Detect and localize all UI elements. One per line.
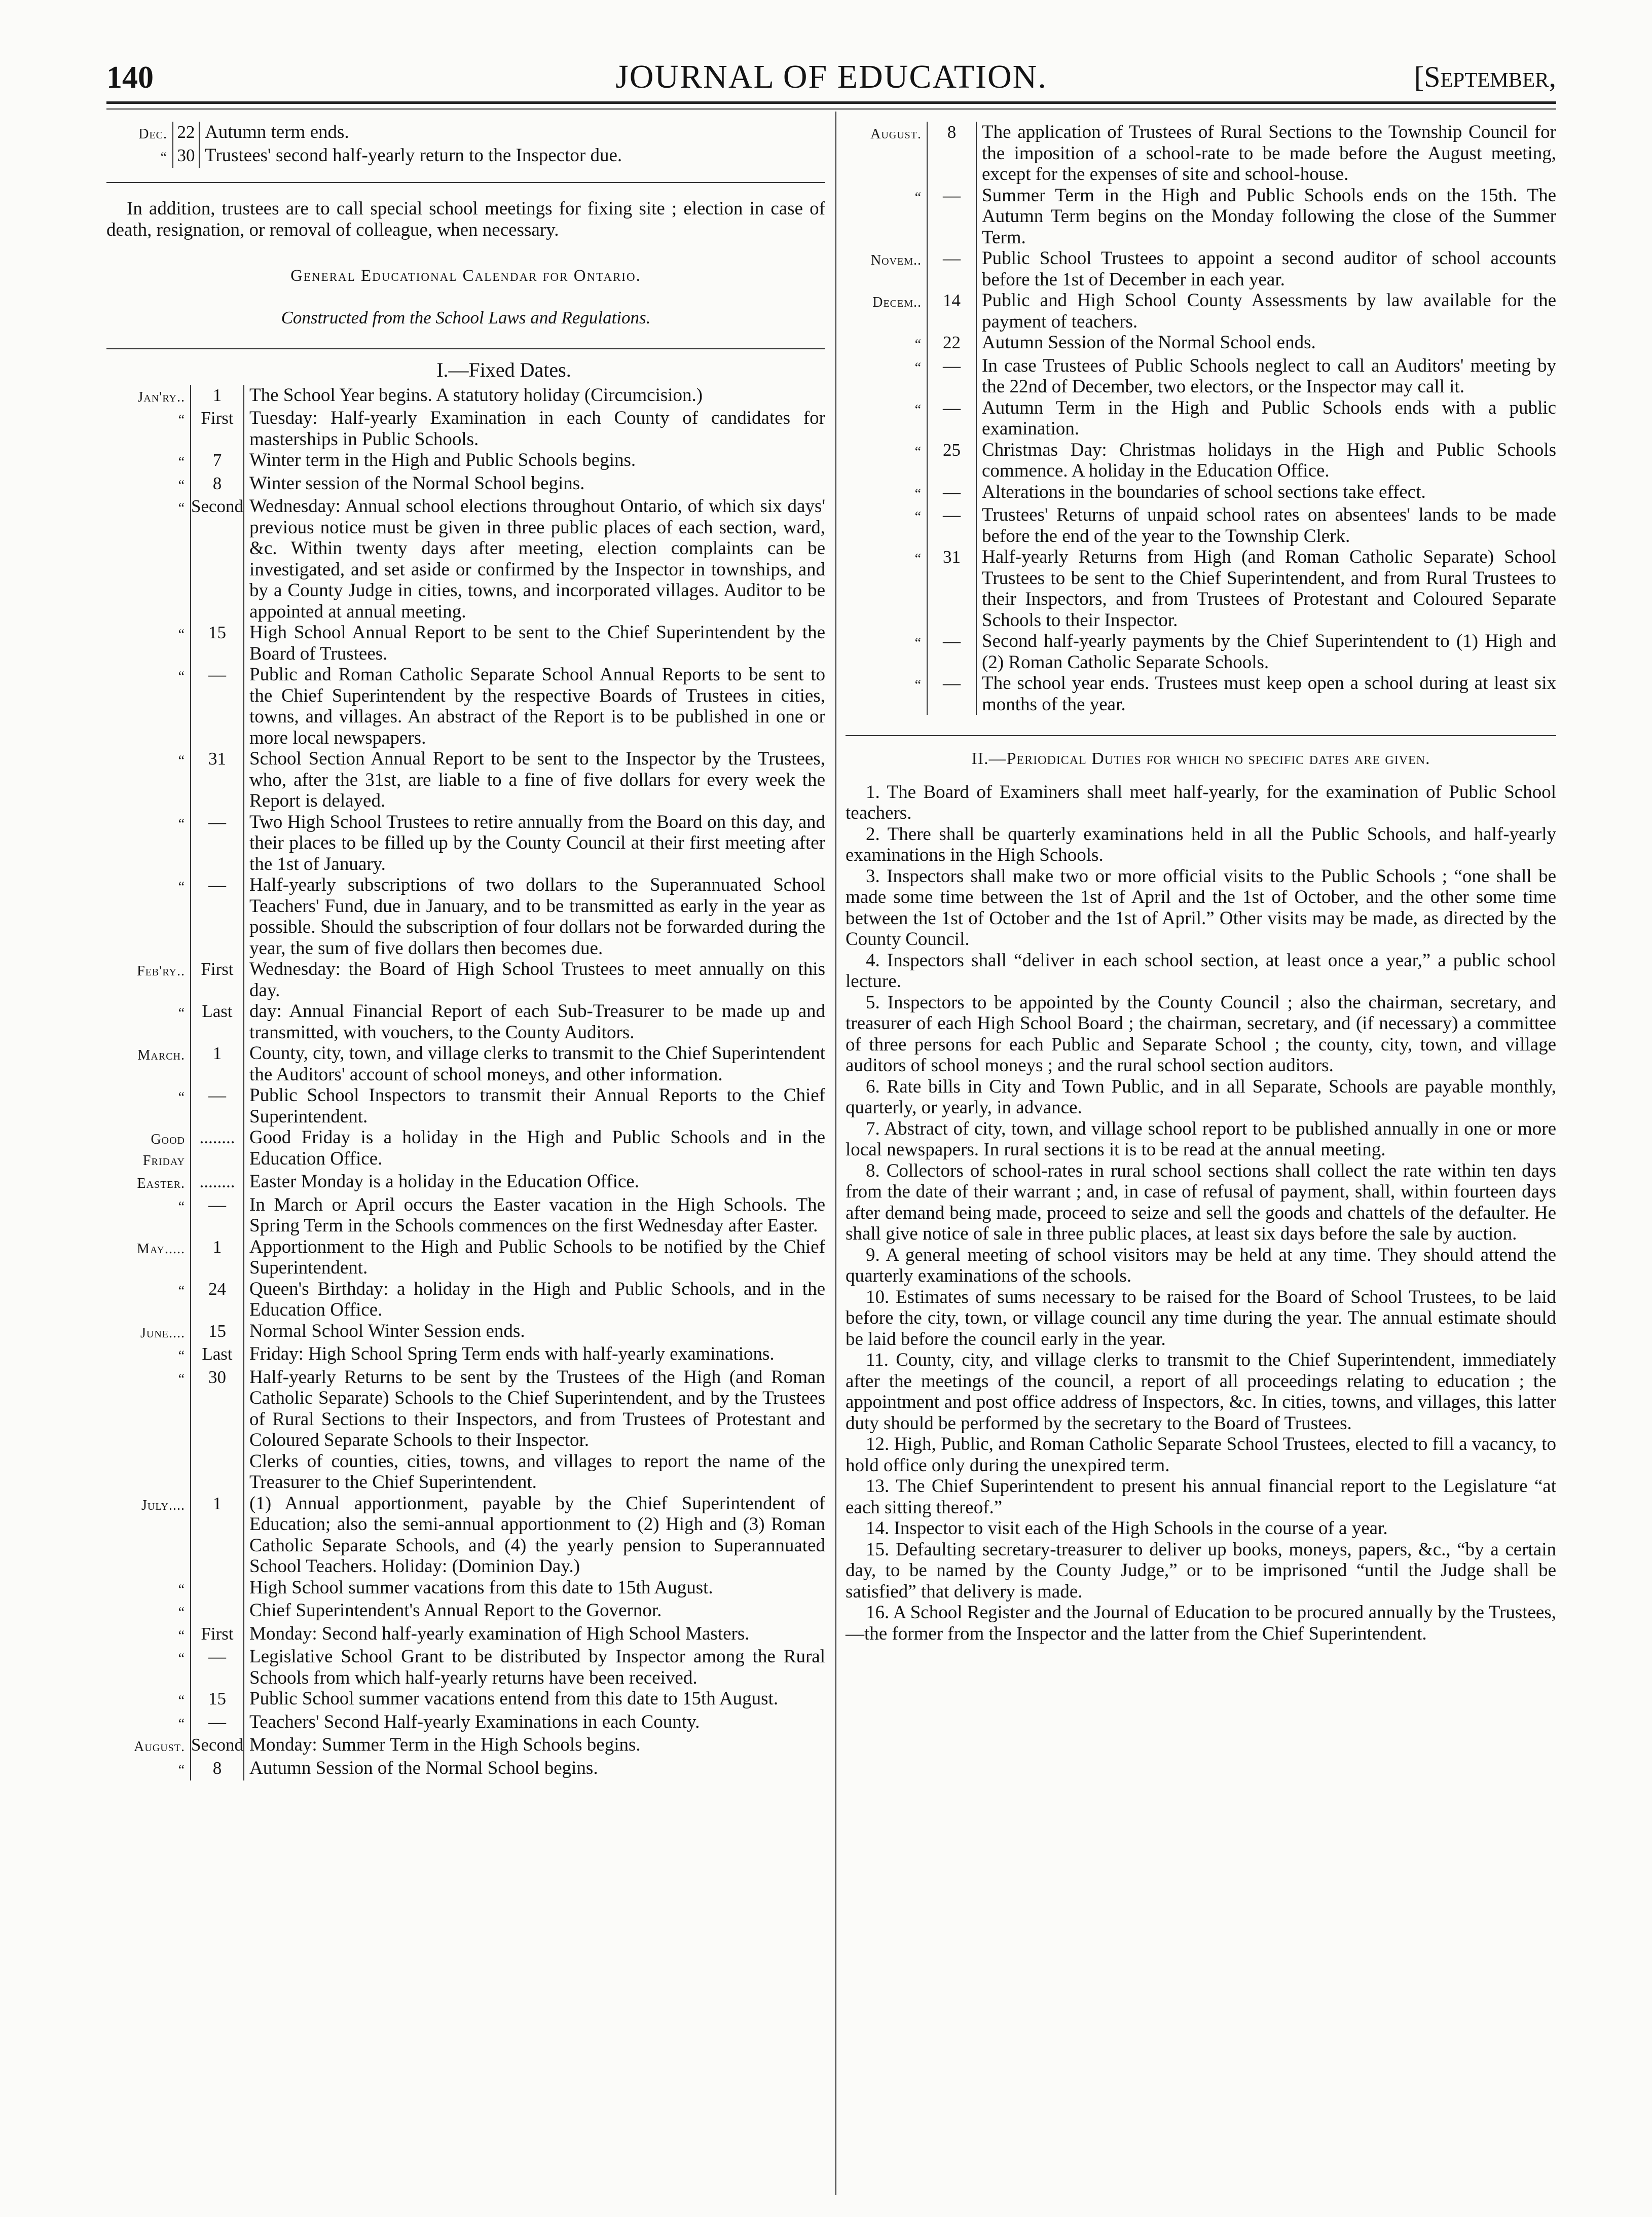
entry-text: High School Annual Report to be sent to the Chief Superintendent by the Board of Trustees. bbox=[249, 622, 825, 664]
calendar-entry bbox=[106, 1171, 825, 1194]
calendar-entry bbox=[106, 1734, 825, 1758]
entry-text: Autumn Session of the Normal School begins. bbox=[249, 1757, 598, 1778]
entry-text: In case Trustees of Public Schools neglect to call an Auditors' meeting by the 22nd of December, two electors, or the Inspector may call it. bbox=[982, 355, 1556, 397]
duty-item: 16. A School Register and the Journal of Education to be procured annually by the Trustees,—the former from the Inspector and the latter from the Chief Superintendent. bbox=[846, 1602, 1556, 1644]
entry-day: — bbox=[927, 397, 976, 440]
calendar-entry bbox=[106, 959, 825, 1001]
entry-day: 1 bbox=[191, 385, 244, 408]
calendar-entry bbox=[106, 1367, 825, 1451]
entry-day: 1 bbox=[191, 1493, 244, 1577]
entry-day: 15 bbox=[191, 1688, 244, 1712]
entry-month: “ bbox=[178, 1198, 185, 1215]
entry-month: “ bbox=[914, 635, 922, 651]
entry-month: “ bbox=[178, 669, 185, 684]
entry-text: Wednesday: Annual school elections throughout Ontario, of which six days' previous notice must be given in three public places of each section, ward, &c. Within twenty days after meeting, election complaints can be investigated, and set aside or confirmed by the Inspector in townships, and by a County Judge in cities, towns, and incorporated villages. Auditor to be appointed at annual meeting. bbox=[249, 496, 825, 622]
entry-text: (1) Annual apportionment, payable by the Chief Superintendent of Education; also the semi-annual apportionment to (2) High and (3) Roman Catholic Separate Schools, and (4) the yearly pension to Superannuated School Teachers. Holiday: (Dominion Day.) bbox=[249, 1493, 825, 1577]
entry-text: Trustees' second half-yearly return to the Inspector due. bbox=[205, 144, 622, 166]
calendar-entry bbox=[846, 631, 1556, 673]
calendar-entry bbox=[106, 664, 825, 748]
entry-text: The application of Trustees of Rural Sections to the Township Council for the imposition of a school-rate to be made before the August meeting, except for the expenses of site and school-house. bbox=[982, 122, 1556, 185]
entry-day: 31 bbox=[191, 748, 244, 812]
entry-text: Easter Monday is a holiday in the Education Office. bbox=[249, 1171, 639, 1192]
entry-text: Good Friday is a holiday in the High and Public Schools and in the Education Office. bbox=[249, 1127, 825, 1169]
header-month: [September, bbox=[1414, 60, 1556, 93]
duty-item: 4. Inspectors shall “deliver in each school section, at least once a year,” a public school lecture. bbox=[846, 950, 1556, 992]
page-number: 140 bbox=[106, 60, 154, 95]
duty-item: 12. High, Public, and Roman Catholic Separate School Trustees, elected to fill a vacancy, to hold office only during the unexpired term. bbox=[846, 1434, 1556, 1476]
calendar-entry bbox=[846, 122, 1556, 185]
entry-day: Last bbox=[191, 1343, 244, 1367]
entry-month: “ bbox=[914, 444, 922, 460]
entry-day: Second bbox=[191, 496, 244, 622]
calendar-entry bbox=[106, 385, 825, 408]
entry-day: — bbox=[191, 1712, 244, 1735]
duty-item: 14. Inspector to visit each of the High Schools in the course of a year. bbox=[866, 1518, 1388, 1539]
entry-month: “ bbox=[914, 486, 922, 502]
calendar-entry bbox=[106, 875, 825, 959]
calendar-entry bbox=[846, 248, 1556, 290]
entry-month: Jan'ry.. bbox=[137, 389, 185, 405]
calendar-entry bbox=[106, 1043, 825, 1085]
duty-item: 2. There shall be quarterly examinations held in all the Public Schools, and half-yearly examinations in the High Schools. bbox=[846, 823, 1556, 865]
entry-month: “ bbox=[914, 551, 922, 567]
entry-text: Normal School Winter Session ends. bbox=[249, 1320, 525, 1341]
entry-day: 15 bbox=[191, 1321, 244, 1344]
entry-month: Easter. bbox=[137, 1176, 185, 1191]
entry-text: Teachers' Second Half-yearly Examinations in each County. bbox=[249, 1711, 700, 1732]
entry-month: “ bbox=[178, 1089, 185, 1105]
calendar-entry bbox=[106, 473, 825, 496]
entry-month: June.... bbox=[140, 1325, 185, 1341]
duty-item: 3. Inspectors shall make two or more official visits to the Public Schools ; “one shall be made some time between the 1st of April and the 1st of October, and the other some time between the 1st of October and the 1st of April.” Other visits may be made, as directed by the County Council. bbox=[846, 865, 1556, 950]
entry-month: Decem.. bbox=[872, 295, 922, 310]
entry-month: Good Friday bbox=[142, 1132, 185, 1169]
entry-month: “ bbox=[178, 1693, 185, 1709]
calendar-entry bbox=[106, 1758, 825, 1781]
entry-month: “ bbox=[914, 359, 922, 376]
entry-day bbox=[191, 1600, 244, 1623]
entry-text: Monday: Second half-yearly examination of High School Masters. bbox=[249, 1623, 750, 1644]
duty-item: 8. Collectors of school-rates in rural school sections shall collect the rate within ten days from the date of their warrant ; and, in case of refusal of payment, shall, within fourteen days after demand being made, proceed to seize and sell the goods and chattels of the defaulter. He shall give notice of sale in three public places, at least six days before the sale by auction. bbox=[846, 1160, 1556, 1244]
entry-month: Dec. bbox=[138, 126, 167, 142]
section-rule bbox=[106, 182, 825, 183]
entry-day: Last bbox=[191, 1001, 244, 1043]
entry-day: 15 bbox=[191, 622, 244, 664]
header-rule bbox=[106, 101, 1556, 104]
calendar-entry bbox=[106, 1237, 825, 1279]
entry-text: Summer Term in the High and Public Schools ends on the 15th. The Autumn Term begins on the Monday following the close of the Summer Term. bbox=[982, 185, 1556, 248]
calendar-entry bbox=[106, 1001, 825, 1043]
entry-month: “ bbox=[914, 337, 922, 352]
entry-text: Autumn Term in the High and Public Schools ends with a public examination. bbox=[982, 397, 1556, 439]
entry-text: Chief Superintendent's Annual Report to the Governor. bbox=[249, 1600, 662, 1621]
december-entries bbox=[106, 122, 825, 168]
entry-text: Public and Roman Catholic Separate School Annual Reports to be sent to the Chief Superintendent by the respective Boards of Trustees in cities, towns, and villages. An abstract of the Report is to be published in one or more local newspapers. bbox=[249, 664, 825, 748]
entry-day: 7 bbox=[191, 450, 244, 473]
calendar-entry bbox=[106, 450, 825, 473]
entry-text: The School Year begins. A statutory holiday (Circumcision.) bbox=[249, 384, 703, 406]
entry-text: Two High School Trustees to retire annually from the Board on this day, and their places to be filled up by the County Council at their first meeting after the 1st of January. bbox=[249, 811, 825, 875]
entry-day: — bbox=[927, 185, 976, 248]
entry-month: “ bbox=[178, 1348, 185, 1364]
entry-month: “ bbox=[178, 627, 185, 642]
duty-item: 5. Inspectors to be appointed by the County Council ; also the chairman, secretary, and treasurer of each High School Board ; the chairman, secretary, and (if necessary) a committee of three persons for each Public and Separate School ; the county, city, town, and village auditors of school moneys ; and the rural school section auditors. bbox=[846, 992, 1556, 1076]
entry-day: 31 bbox=[927, 547, 976, 631]
calendar-entry bbox=[846, 332, 1556, 355]
entry-text: Public School summer vacations entend from this date to 15th August. bbox=[249, 1688, 779, 1709]
entry-day: — bbox=[191, 875, 244, 959]
calendar-entry bbox=[106, 1600, 825, 1623]
calendar-entry bbox=[846, 504, 1556, 547]
entry-month: “ bbox=[178, 1005, 185, 1021]
entry-text: Public School Trustees to appoint a second auditor of school accounts before the 1st of December in each year. bbox=[982, 248, 1556, 290]
periodical-duties-title: II.—Periodical Duties for which no specific dates are given. bbox=[971, 749, 1430, 768]
entry-month: “ bbox=[178, 412, 185, 428]
entry-day: — bbox=[927, 355, 976, 397]
entry-text: Tuesday: Half-yearly Examination in each County of candidates for masterships in Public Schools. bbox=[249, 408, 825, 450]
entry-month: “ bbox=[914, 509, 922, 525]
calendar-entry bbox=[846, 355, 1556, 397]
entry-day: First bbox=[191, 408, 244, 450]
entry-text: Trustees' Returns of unpaid school rates on absentees' lands to be made before the end of the year to the Township Clerk. bbox=[982, 504, 1556, 547]
entry-text: Half-yearly Returns to be sent by the Trustees of the High (and Roman Catholic Separate) Schools to the Chief Superintendent, and by the Trustees of Rural Sections to their Inspectors, and from Trustees of Protestant and Coloured Separate Schools to their Inspector. bbox=[249, 1366, 825, 1450]
entry-day: 22 bbox=[927, 332, 976, 355]
entry-day: ........ bbox=[191, 1127, 244, 1171]
entry-month: “ bbox=[178, 1283, 185, 1299]
entry-text: High School summer vacations from this date to 15th August. bbox=[249, 1577, 713, 1598]
calendar-entry bbox=[106, 1623, 825, 1647]
column-divider bbox=[835, 112, 836, 2195]
entry-month: “ bbox=[178, 1371, 185, 1387]
entry-text: Autumn Session of the Normal School ends. bbox=[982, 332, 1316, 353]
entry-day: 30 bbox=[173, 145, 199, 168]
entry-day: — bbox=[191, 1085, 244, 1127]
entry-day: 8 bbox=[191, 1758, 244, 1781]
calendar-entry bbox=[106, 408, 825, 450]
entry-day: 30 bbox=[191, 1367, 244, 1451]
entry-month: “ bbox=[178, 1605, 185, 1620]
duty-item: 9. A general meeting of school visitors may be held at any time. They should attend the quarterly examinations of the schools. bbox=[846, 1244, 1556, 1286]
entry-month: “ bbox=[914, 677, 922, 693]
calendar-entry bbox=[106, 748, 825, 812]
entry-day: Second bbox=[191, 1734, 244, 1758]
entry-day: 8 bbox=[191, 473, 244, 496]
entry-text: The school year ends. Trustees must keep open a school during at least six months of the year. bbox=[982, 673, 1556, 715]
calendar-entry bbox=[846, 397, 1556, 440]
entry-text: School Section Annual Report to be sent to the Inspector by the Trustees, who, after the 31st, are liable to a fine of five dollars for every week the Report is delayed. bbox=[249, 748, 825, 811]
entry-text: Second half-yearly payments by the Chief Superintendent to (1) High and (2) Roman Catholic Separate Schools. bbox=[982, 631, 1556, 673]
entry-day: ........ bbox=[191, 1171, 244, 1194]
entry-day: — bbox=[927, 482, 976, 505]
entry-month: “ bbox=[178, 1716, 185, 1732]
entry-day: — bbox=[191, 1194, 244, 1237]
entry-day bbox=[191, 1451, 244, 1493]
entry-month: “ bbox=[178, 879, 185, 895]
entry-text: Winter session of the Normal School begins. bbox=[249, 473, 585, 494]
journal-title: JOURNAL OF EDUCATION. bbox=[615, 58, 1047, 95]
entry-text: Queen's Birthday: a holiday in the High and Public Schools, and in the Education Office. bbox=[249, 1278, 825, 1320]
fixed-dates-continued-table bbox=[846, 122, 1556, 715]
entry-month: Novem.. bbox=[870, 252, 922, 268]
entry-day: 1 bbox=[191, 1043, 244, 1085]
entry-day: First bbox=[191, 959, 244, 1001]
duty-item: 15. Defaulting secretary-treasurer to deliver up books, moneys, papers, &c., “by a certain day, to be named by the County Judge,” or to be imprisoned “until the Judge shall be satisfied” that delivery is made. bbox=[846, 1539, 1556, 1602]
entry-text: Christmas Day: Christmas holidays in the High and Public Schools commence. A holiday in the Education Office. bbox=[982, 439, 1556, 481]
entry-month: “ bbox=[178, 1762, 185, 1778]
entry-text: Apportionment to the High and Public Schools to be notified by the Chief Superintendent. bbox=[249, 1236, 825, 1278]
entry-month: “ bbox=[178, 1651, 185, 1666]
duty-item: 10. Estimates of sums necessary to be raised for the Board of School Trustees, to be laid before the city, town, or village council any time during the year. The annual estimate should be laid before the council early in the year. bbox=[846, 1286, 1556, 1350]
entry-month: March. bbox=[137, 1047, 185, 1063]
entry-month bbox=[106, 1451, 191, 1493]
entry-month: “ bbox=[178, 454, 185, 470]
entry-text: In March or April occurs the Easter vacation in the High Schools. The Spring Term in the Schools commences on the first Wednesday after Easter. bbox=[249, 1194, 825, 1236]
entry-day: 1 bbox=[191, 1237, 244, 1279]
entry-day bbox=[191, 1577, 244, 1601]
entry-month: August. bbox=[134, 1739, 185, 1755]
entry-day: — bbox=[927, 248, 976, 290]
duty-item: 13. The Chief Superintendent to present his annual financial report to the Legislature “at each sitting thereof.” bbox=[846, 1476, 1556, 1518]
entry-text: Winter term in the High and Public Schools begins. bbox=[249, 450, 636, 470]
calendar-entry bbox=[106, 1688, 825, 1712]
calendar-entry bbox=[846, 673, 1556, 715]
calendar-entry bbox=[846, 440, 1556, 482]
entry-text: Wednesday: the Board of High School Trustees to meet annually on this day. bbox=[249, 959, 825, 1001]
calendar-entry bbox=[106, 622, 825, 664]
calendar-entry bbox=[106, 1646, 825, 1688]
entry-month: “ bbox=[178, 1581, 185, 1597]
calendar-entry bbox=[106, 1451, 825, 1493]
fixed-dates-table bbox=[106, 385, 825, 1781]
entry-day: 8 bbox=[927, 122, 976, 185]
duty-item: 7. Abstract of city, town, and village school report to be published annually in one or more local newspapers. In rural sections it is to be read at the annual meeting. bbox=[846, 1118, 1556, 1160]
entry-month: Feb'ry.. bbox=[137, 963, 185, 979]
entry-text: day: Annual Financial Report of each Sub-Treasurer to be made up and transmitted, with vouchers, to the County Auditors. bbox=[249, 1001, 825, 1043]
entry-text: Public and High School County Assessments by law available for the payment of teachers. bbox=[982, 290, 1556, 332]
right-column bbox=[846, 122, 1556, 1644]
periodical-duties-list bbox=[846, 782, 1556, 1645]
calendar-entry bbox=[846, 185, 1556, 248]
entry-day: 25 bbox=[927, 440, 976, 482]
entry-text: County, city, town, and village clerks to transmit to the Chief Superintendent the Auditors' account of school moneys, and other information. bbox=[249, 1043, 825, 1085]
duty-item: 1. The Board of Examiners shall meet half-yearly, for the examination of Public School teachers. bbox=[846, 781, 1556, 823]
calendar-entry bbox=[106, 1712, 825, 1735]
calendar-entry bbox=[846, 290, 1556, 332]
calendar-entry bbox=[106, 1493, 825, 1577]
calendar-entry bbox=[106, 145, 825, 168]
section-rule bbox=[846, 735, 1556, 736]
calendar-entry bbox=[846, 547, 1556, 631]
entry-day: 22 bbox=[173, 122, 199, 145]
calendar-entry bbox=[106, 1279, 825, 1321]
calendar-entry bbox=[106, 122, 825, 145]
left-column bbox=[106, 122, 825, 1780]
entry-day: — bbox=[927, 673, 976, 715]
entry-day: — bbox=[191, 1646, 244, 1688]
calendar-entry bbox=[846, 482, 1556, 505]
entry-text: Clerks of counties, cities, towns, and villages to report the name of the Treasurer to the Chief Superintendent. bbox=[249, 1450, 825, 1493]
entry-month: “ bbox=[178, 477, 185, 493]
header-rule-thin bbox=[106, 108, 1556, 110]
entry-day: First bbox=[191, 1623, 244, 1647]
entry-month: “ bbox=[178, 500, 185, 516]
entry-month: “ bbox=[914, 189, 922, 205]
duty-item: 6. Rate bills in City and Town Public, and in all Separate, Schools are payable monthly, quarterly, or yearly, in advance. bbox=[846, 1076, 1556, 1118]
section-rule bbox=[106, 348, 825, 349]
calendar-entry bbox=[106, 1127, 825, 1171]
entry-text: Legislative School Grant to be distributed by Inspector among the Rural Schools from which half-yearly returns have been received. bbox=[249, 1646, 825, 1688]
duty-item: 11. County, city, and village clerks to transmit to the Chief Superintendent, immediately after the meetings of the council, a report of all proceedings relating to education ; the appointment and post office address of Inspectors, &c. In cities, towns, and villages, this latter duty should be performed by the secretary to the Board of Trustees. bbox=[846, 1350, 1556, 1434]
entry-text: Monday: Summer Term in the High Schools begins. bbox=[249, 1734, 641, 1755]
entry-text: Alterations in the boundaries of school sections take effect. bbox=[982, 481, 1426, 502]
calendar-title: General Educational Calendar for Ontario. bbox=[290, 267, 641, 285]
entry-month: “ bbox=[178, 1627, 185, 1644]
entry-text: Public School Inspectors to transmit their Annual Reports to the Chief Superintendent. bbox=[249, 1085, 825, 1127]
entry-day: — bbox=[191, 664, 244, 748]
calendar-entry bbox=[106, 1577, 825, 1601]
entry-day: 14 bbox=[927, 290, 976, 332]
addition-paragraph: In addition, trustees are to call special school meetings for fixing site ; election in case of death, resignation, or removal of colleague, when necessary. bbox=[106, 198, 825, 240]
entry-text: Half-yearly Returns from High (and Roman Catholic Separate) School Trustees to be sent to the Chief Superintendent, and from Rural Trustees to their Inspectors, and from Trustees of Protestant and Coloured Separate Schools to their Inspector. bbox=[982, 547, 1556, 631]
entry-month: “ bbox=[178, 816, 185, 832]
entry-day: — bbox=[927, 504, 976, 547]
entry-text: Half-yearly subscriptions of two dollars to the Superannuated School Teachers' Fund, due in January, and to be transmitted as early in the year as possible. Should the subscription of four dollars not be forwarded during the year, the sum of five dollars then becomes due. bbox=[249, 875, 825, 959]
entry-text: Autumn term ends. bbox=[205, 122, 349, 142]
entry-month: “ bbox=[178, 753, 185, 769]
page-header bbox=[106, 55, 1556, 105]
calendar-entry bbox=[106, 1321, 825, 1344]
entry-text: Friday: High School Spring Term ends with half-yearly examinations. bbox=[249, 1343, 775, 1364]
entry-day: 24 bbox=[191, 1279, 244, 1321]
calendar-entry bbox=[106, 1194, 825, 1237]
entry-month: August. bbox=[870, 126, 922, 142]
fixed-dates-title: I.—Fixed Dates. bbox=[436, 358, 571, 381]
entry-month: July.... bbox=[141, 1497, 185, 1513]
entry-month: “ bbox=[160, 149, 167, 165]
entry-month: May..... bbox=[137, 1241, 185, 1257]
calendar-entry bbox=[106, 1343, 825, 1367]
entry-month: “ bbox=[914, 402, 922, 418]
calendar-entry bbox=[106, 812, 825, 875]
calendar-subtitle: Constructed from the School Laws and Regulations. bbox=[281, 307, 651, 328]
entry-day: — bbox=[191, 812, 244, 875]
calendar-entry bbox=[106, 1085, 825, 1127]
calendar-entry bbox=[106, 496, 825, 622]
entry-day: — bbox=[927, 631, 976, 673]
